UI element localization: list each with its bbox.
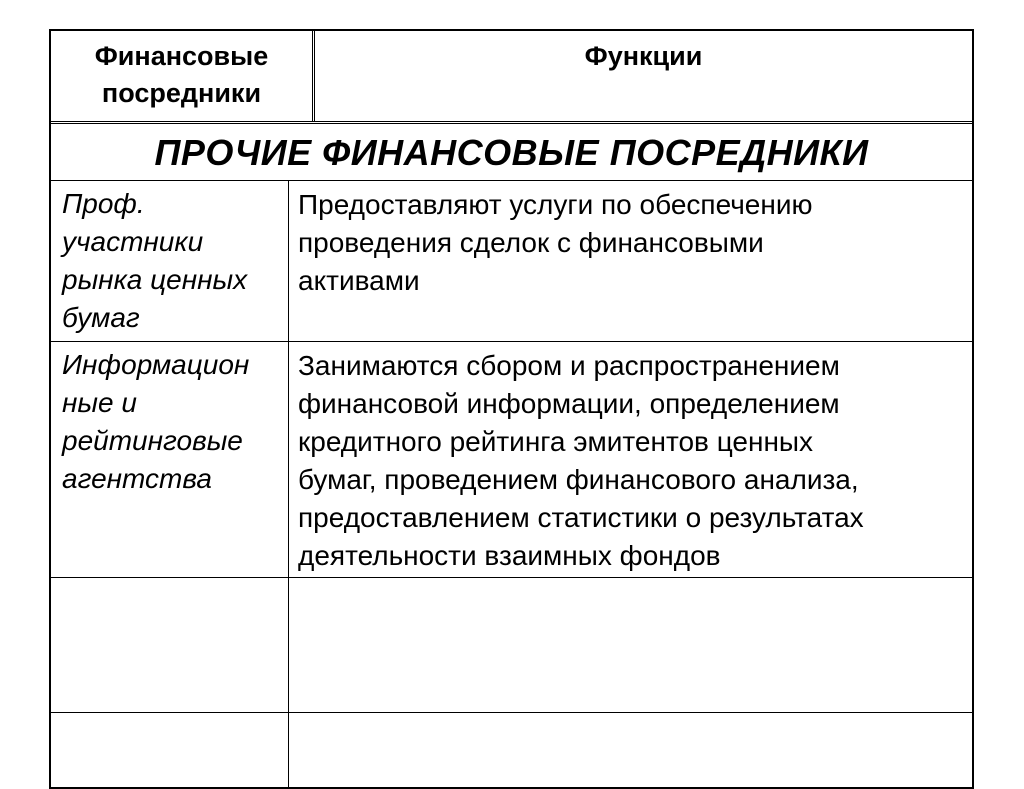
intermediary-cell	[51, 713, 288, 789]
intermediary-cell	[51, 181, 288, 341]
intermediary-cell	[51, 578, 288, 712]
intermediary-function: Занимаются сбором и распространением финансовой информации, определением кредитного рейтинга эмитентов ценных бумаг, проведением финансового анализа, предоставлением статистики о результатах деятельности взаимных фондов	[298, 350, 864, 571]
intermediary-name: Информацион ные и рейтинговые агентства	[62, 349, 250, 494]
header-cell-functions	[312, 31, 972, 121]
intermediary-name: Проф. участники рынка ценных бумаг	[62, 188, 248, 333]
function-cell	[288, 713, 972, 789]
section-row	[51, 124, 972, 181]
function-cell	[288, 181, 972, 341]
intermediary-cell	[51, 342, 288, 577]
table-header-row	[51, 31, 972, 124]
header-intermediaries-label: Финансовые посредники	[94, 41, 269, 108]
intermediaries-table	[49, 29, 974, 789]
intermediary-function	[289, 578, 972, 583]
intermediary-name	[51, 713, 288, 717]
intermediary-function	[289, 713, 972, 718]
function-cell	[288, 578, 972, 712]
table-row	[51, 181, 972, 342]
table-row	[51, 342, 972, 578]
table-row-empty	[51, 713, 972, 789]
section-title: ПРОЧИЕ ФИНАНСОВЫЕ ПОСРЕДНИКИ	[154, 132, 869, 173]
table-row-empty	[51, 578, 972, 713]
header-cell-intermediaries	[51, 31, 312, 121]
function-cell	[288, 342, 972, 577]
intermediary-name	[51, 578, 288, 582]
header-functions-label: Функции	[584, 41, 703, 71]
intermediary-function: Предоставляют услуги по обеспечению проведения сделок с финансовыми активами	[298, 189, 813, 296]
